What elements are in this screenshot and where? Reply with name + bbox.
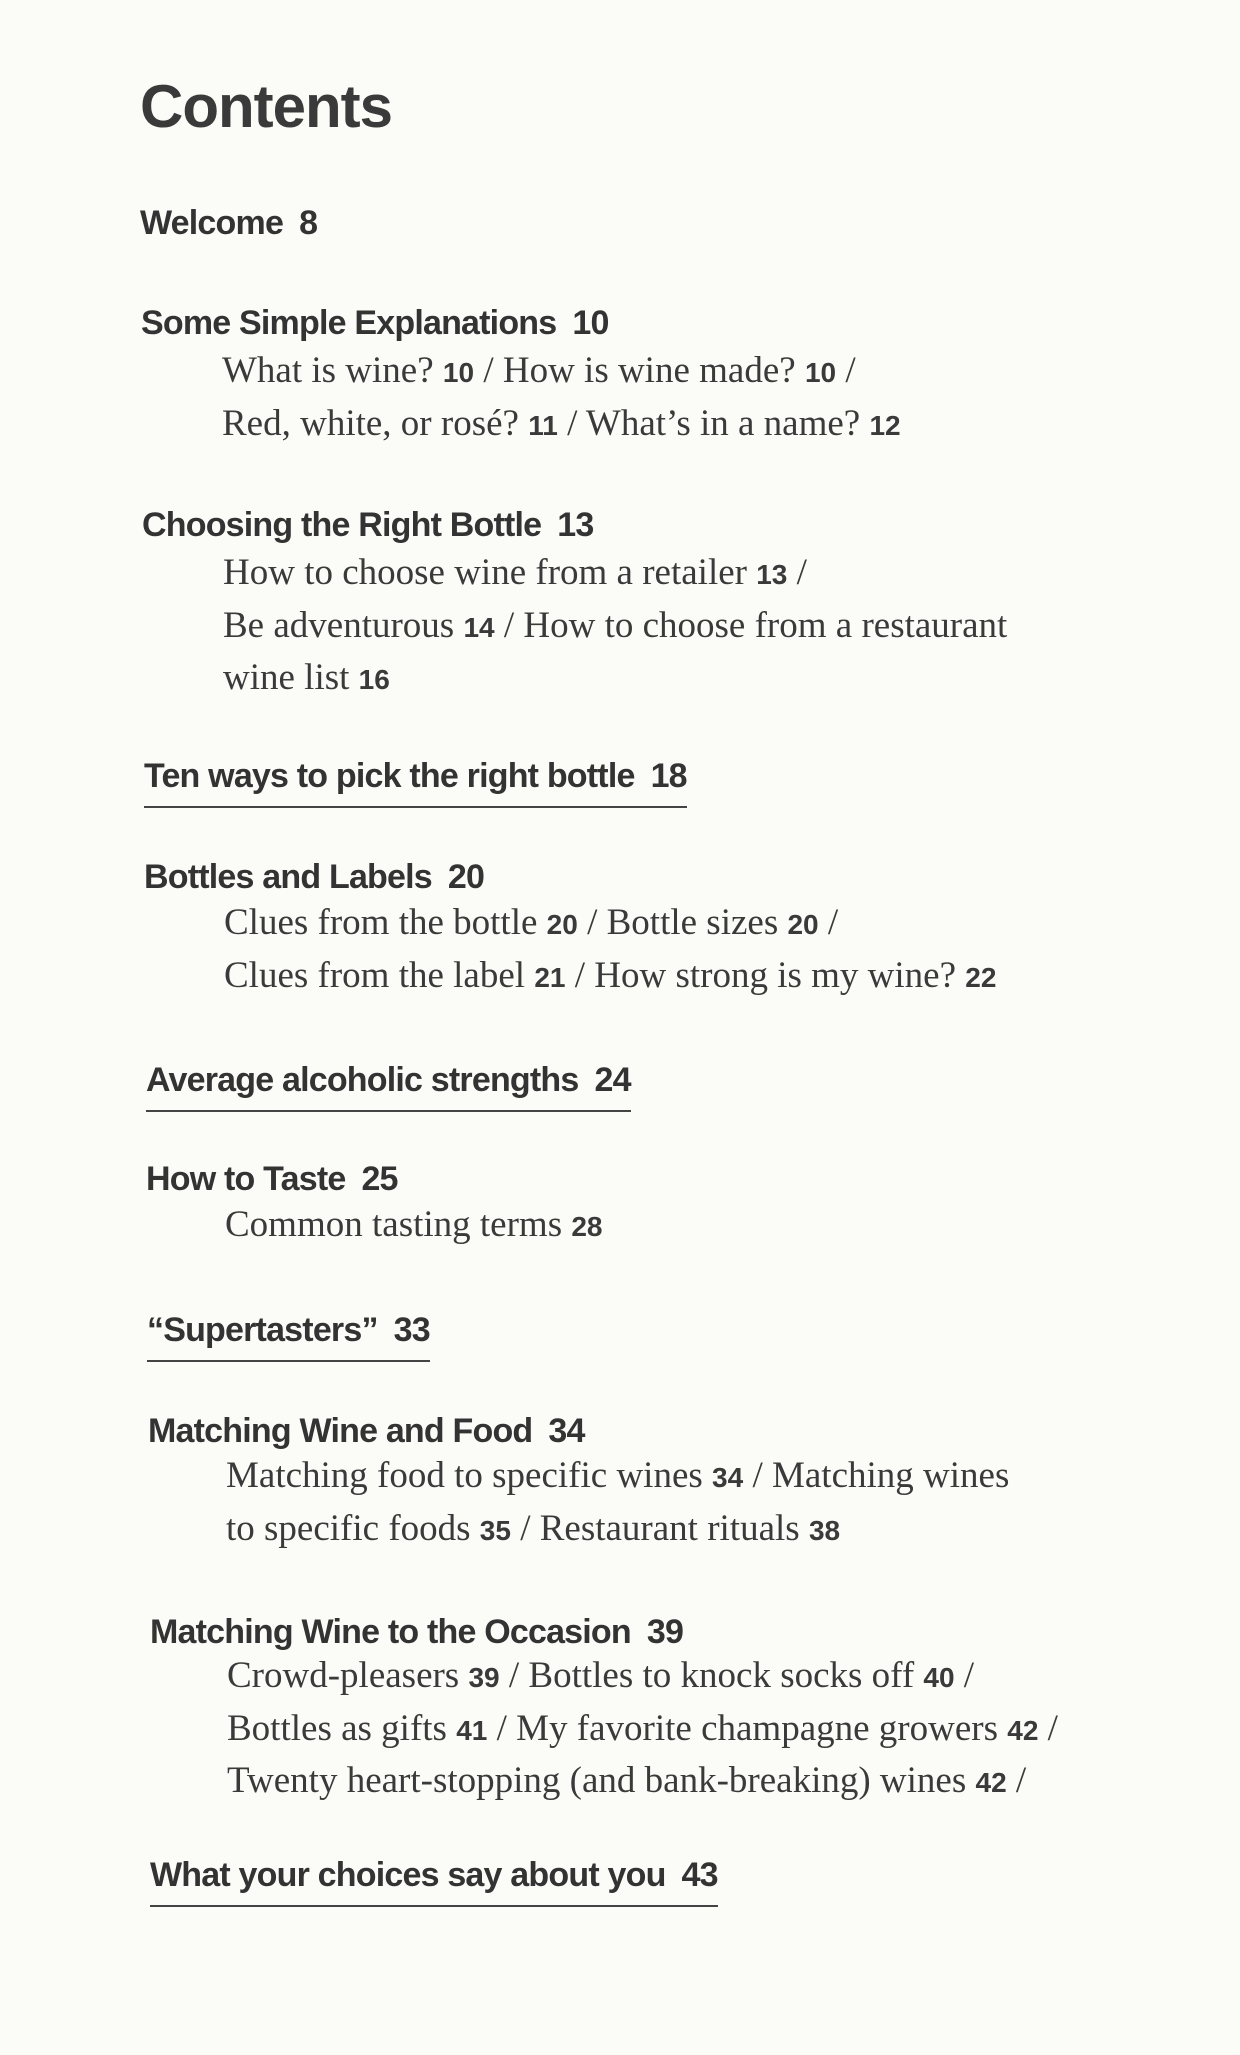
section-title: How to Taste — [146, 1160, 346, 1198]
section-page-number: 33 — [393, 1311, 430, 1349]
section-page-number: 18 — [650, 757, 687, 795]
section-title: Matching Wine and Food — [148, 1412, 533, 1450]
subsection-page-number: 12 — [869, 409, 901, 441]
section-title: What your choices say about you — [150, 1856, 666, 1894]
subsection-text: / How is wine made? — [474, 350, 805, 391]
section-heading — [148, 1414, 585, 1448]
subsection-text: Be adventurous — [223, 604, 464, 646]
section-page-number: 43 — [681, 1856, 718, 1894]
section-title: Choosing the Right Bottle — [142, 506, 542, 544]
section-heading — [150, 1615, 683, 1649]
subsection-text: Matching food to specific wines — [226, 1455, 713, 1496]
subsection-list — [225, 1200, 603, 1253]
section-title: Welcome — [140, 204, 284, 242]
subsection-text: Bottles as gifts — [227, 1707, 457, 1749]
subsection-text: / — [1038, 1707, 1058, 1749]
subsection-page-number: 20 — [546, 909, 578, 940]
section-title: Some Simple Explanations — [141, 304, 557, 342]
section-page-number: 8 — [299, 204, 318, 242]
subsection-list — [223, 548, 1007, 706]
subsection-list — [222, 346, 901, 451]
section-heading — [140, 206, 317, 240]
section-page-number: 24 — [594, 1061, 631, 1099]
subsection-page-number: 20 — [787, 909, 819, 940]
subsection-text: / What’s in a name? — [557, 402, 870, 444]
subsection-page-number: 39 — [468, 1662, 500, 1693]
section-title: Matching Wine to the Occasion — [150, 1613, 631, 1651]
feature-heading — [146, 1063, 631, 1112]
subsection-list — [227, 1651, 1058, 1809]
subsection-text: / — [787, 552, 807, 593]
subsection-line — [222, 399, 901, 452]
subsection-page-number: 42 — [975, 1767, 1007, 1798]
subsection-list — [226, 1451, 1009, 1556]
subsection-text: / — [954, 1655, 975, 1696]
page-title: Contents — [140, 73, 392, 140]
subsection-page-number: 38 — [808, 1514, 841, 1546]
section-page-number: 20 — [447, 858, 485, 896]
subsection-text: What is wine? — [222, 350, 443, 391]
section-page-number: 10 — [572, 304, 609, 342]
subsection-line — [223, 601, 1007, 654]
subsection-line — [227, 1651, 1058, 1704]
subsection-text: Crowd-pleasers — [227, 1655, 469, 1696]
subsection-text: Common tasting terms — [225, 1204, 572, 1245]
subsection-text: How to choose wine from a retailer — [223, 552, 757, 593]
subsection-text: Twenty heart-stopping (and bank-breaking) wines — [227, 1760, 976, 1801]
subsection-page-number: 10 — [442, 357, 475, 388]
section-heading — [141, 306, 609, 340]
subsection-text: Red, white, or rosé? — [222, 402, 529, 444]
subsection-line — [224, 898, 996, 951]
section-heading — [146, 1162, 398, 1196]
subsection-line — [223, 653, 1007, 706]
subsection-page-number: 41 — [456, 1714, 488, 1746]
subsection-text: / Bottles to knock socks off — [499, 1655, 924, 1696]
subsection-text: / Matching wines — [743, 1455, 1010, 1496]
subsection-line — [226, 1451, 1009, 1504]
subsection-page-number: 35 — [479, 1514, 511, 1546]
subsection-line — [222, 346, 901, 399]
section-page-number: 34 — [548, 1412, 585, 1450]
subsection-line — [227, 1756, 1058, 1809]
subsection-line — [224, 951, 996, 1004]
subsection-line — [227, 1704, 1058, 1757]
section-title: Average alcoholic strengths — [146, 1061, 579, 1099]
section-title: Ten ways to pick the right bottle — [144, 757, 635, 795]
subsection-page-number: 22 — [965, 961, 997, 993]
subsection-page-number: 16 — [358, 664, 390, 695]
subsection-page-number: 11 — [528, 409, 558, 441]
section-page-number: 25 — [361, 1160, 398, 1198]
section-heading — [144, 860, 484, 894]
section-title: “Supertasters” — [147, 1311, 378, 1349]
subsection-text: wine list — [223, 657, 359, 698]
feature-heading — [150, 1858, 718, 1907]
subsection-text: / — [1006, 1760, 1027, 1801]
subsection-page-number: 21 — [534, 961, 566, 993]
subsection-text: Clues from the bottle — [224, 902, 547, 943]
subsection-text: / — [818, 902, 839, 943]
subsection-line — [225, 1200, 603, 1253]
subsection-line — [226, 1504, 1009, 1557]
subsection-page-number: 34 — [712, 1462, 744, 1493]
subsection-text: to specific foods — [226, 1507, 480, 1549]
subsection-page-number: 14 — [463, 611, 495, 643]
subsection-text: / Restaurant rituals — [510, 1507, 809, 1549]
subsection-page-number: 10 — [804, 357, 837, 388]
subsection-page-number: 40 — [923, 1662, 955, 1693]
section-title: Bottles and Labels — [144, 858, 432, 896]
subsection-page-number: 42 — [1007, 1714, 1039, 1746]
subsection-text: / Bottle sizes — [577, 902, 788, 943]
subsection-text: Clues from the label — [224, 954, 535, 996]
section-page-number: 13 — [557, 506, 594, 544]
subsection-list — [224, 898, 996, 1003]
subsection-page-number: 28 — [571, 1211, 603, 1242]
feature-heading — [147, 1313, 430, 1362]
subsection-line — [223, 548, 1007, 601]
subsection-text: / — [836, 350, 856, 391]
section-page-number: 39 — [646, 1613, 684, 1651]
feature-heading — [144, 759, 687, 808]
subsection-text: / How to choose from a restaurant — [494, 604, 1008, 646]
subsection-page-number: 13 — [756, 559, 788, 590]
subsection-text: / My favorite champagne growers — [487, 1707, 1008, 1749]
subsection-text: / How strong is my wine? — [565, 954, 966, 996]
section-heading — [142, 508, 594, 542]
